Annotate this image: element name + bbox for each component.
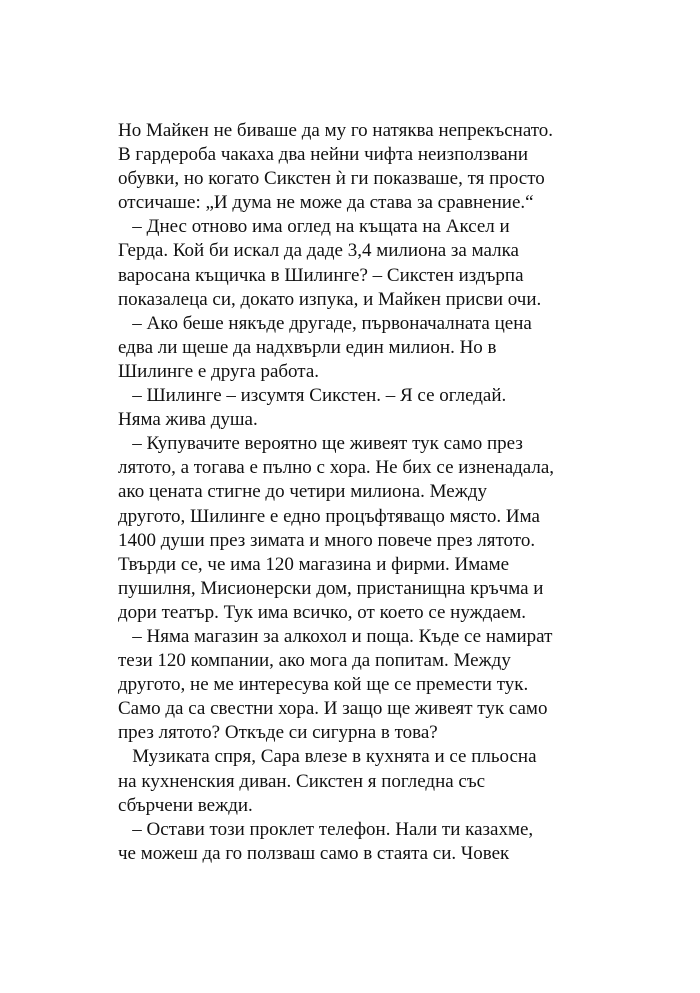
- text-line: В гардероба чакаха два нейни чифта неизползвани: [118, 144, 528, 166]
- text-line: варосана къщичка в Шилинге? – Сикстен издърпа: [118, 264, 524, 286]
- text-line: Няма жива душа.: [118, 409, 258, 431]
- text-line: – Днес отново има оглед на къщата на Аксел и: [118, 216, 510, 238]
- text-line: лятото, а тогава е пълно с хора. Не бих се изненадала,: [118, 457, 555, 479]
- text-line: 1400 души през зимата и много повече през лятото.: [118, 529, 536, 551]
- text-line: отсичаше: „И дума не може да става за сравнение.“: [118, 192, 534, 214]
- text-line: – Купувачите вероятно ще живеят тук само през: [118, 433, 523, 455]
- text-line: показалеца си, докато изпука, и Майкен присви очи.: [118, 288, 542, 310]
- text-line: тези 120 компании, ако мога да попитам. Между: [118, 650, 511, 672]
- text-line: че можеш да го ползваш само в стаята си. Човек: [118, 842, 510, 864]
- text-line: Музиката спря, Сара влезе в кухнята и се пльосна: [118, 746, 537, 768]
- text-line: – Шилинге – изсумтя Сикстен. – Я се огледай.: [118, 385, 507, 407]
- text-line: пушилня, Мисионерски дом, пристанищна кръчма и: [118, 577, 544, 599]
- book-page-text: [118, 119, 598, 866]
- text-line: Твърди се, че има 120 магазина и фирми. Имаме: [118, 553, 510, 575]
- text-line: обувки, но когато Сикстен ѝ ги показваше, тя просто: [118, 168, 545, 190]
- text-line: Шилинге е друга работа.: [118, 360, 320, 382]
- text-line: другото, Шилинге е едно процъфтяващо място. Има: [118, 505, 540, 527]
- text-line: Само да са свестни хора. И защо ще живеят тук само: [118, 698, 548, 720]
- text-line: – Остави този проклет телефон. Нали ти казахме,: [118, 818, 534, 840]
- text-line: – Ако беше някъде другаде, първоначалната цена: [118, 312, 532, 334]
- text-line: – Няма магазин за алкохол и поща. Къде се намират: [118, 625, 553, 647]
- text-line: ако цената стигне до четири милиона. Между: [118, 481, 488, 503]
- text-line: дори театър. Тук има всичко, от което се нуждаем.: [118, 601, 527, 623]
- text-line: Но Майкен не биваше да му го натяква непрекъснато.: [118, 120, 554, 141]
- text-line: през лятото? Откъде си сигурна в това?: [118, 722, 438, 744]
- text-line: Герда. Кой би искал да даде 3,4 милиона за малка: [118, 240, 519, 262]
- text-line: сбърчени вежди.: [118, 794, 253, 816]
- text-line: другото, не ме интересува кой ще се премести тук.: [118, 674, 529, 696]
- text-line: едва ли щеше да надхвърли един милион. Но в: [118, 336, 497, 358]
- text-line: на кухненския диван. Сикстен я погледна със: [118, 770, 486, 792]
